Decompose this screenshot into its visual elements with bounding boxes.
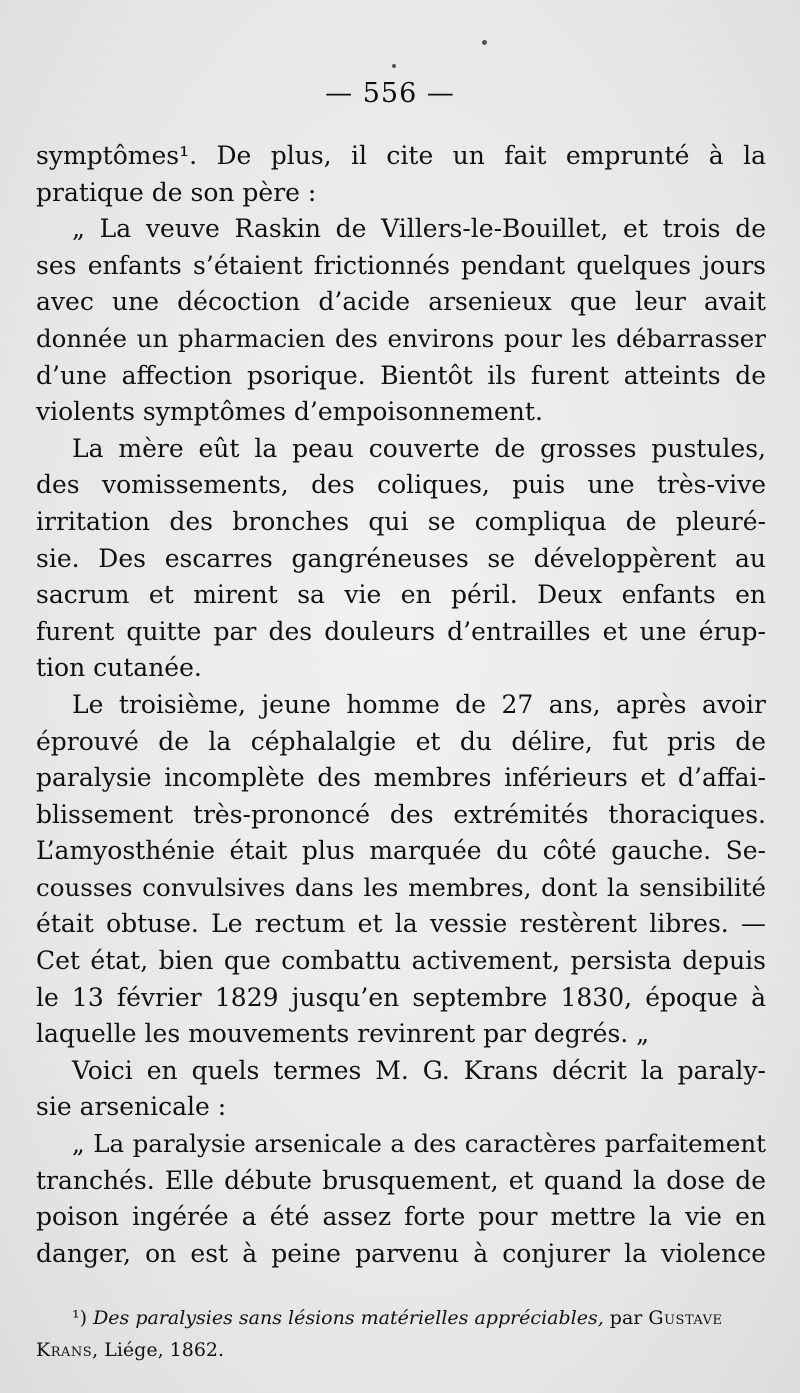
text-line: irritation des bronches qui se compliqua de pleuré-	[36, 506, 766, 536]
text-line: „ La veuve Raskin de Villers-le-Bouillet, et trois de	[72, 214, 766, 244]
text-line: éprouvé de la céphalalgie et du délire, fut pris de	[36, 726, 766, 756]
footnote-rest: , Liége, 1862.	[92, 1339, 225, 1361]
text-line: Voici en quels termes M. G. Krans décrit la paraly-	[72, 1055, 766, 1085]
text-line: violents symptômes d’empoisonnement.	[36, 397, 543, 427]
body-text	[36, 138, 766, 1272]
text-line: pratique de son père :	[36, 177, 317, 207]
text-line: Le troisième, jeune homme de 27 ans, après avoir	[72, 689, 766, 719]
text-line: des vomissements, des coliques, puis une très-vive	[36, 470, 766, 500]
footnote-author-last: Krans	[36, 1339, 93, 1361]
text-line: danger, on est à peine parvenu à conjurer la violence	[36, 1238, 766, 1268]
text-line: „ La paralysie arsenicale a des caractères parfaitement	[72, 1129, 766, 1159]
ink-speck	[392, 64, 396, 68]
footnote-author-first: Gustave	[648, 1307, 723, 1329]
text-line: laquelle les mouvements revinrent par degrés. „	[36, 1019, 650, 1049]
text-line: poison ingérée a été assez forte pour mettre la vie en	[36, 1202, 766, 1232]
footnote-by: par	[609, 1307, 643, 1329]
text-line: tranchés. Elle débute brusquement, et quand la dose de	[36, 1165, 766, 1195]
text-line: blissement très-prononcé des extrémités thoraciques.	[36, 799, 766, 829]
text-line: La mère eût la peau couverte de grosses pustules,	[72, 433, 766, 463]
footnote-title: Des paralysies sans lésions matérielles appréciables,	[93, 1307, 604, 1329]
text-line: sacrum et mirent sa vie en péril. Deux enfants en	[36, 580, 766, 610]
footnote-marker: ¹)	[72, 1307, 88, 1329]
footnote-line	[72, 1302, 772, 1334]
text-line: sie arsenicale :	[36, 1092, 227, 1122]
text-line: était obtuse. Le rectum et la vessie restèrent libres. —	[36, 909, 766, 939]
text-line: avec une décoction d’acide arsenieux que leur avait	[36, 287, 766, 317]
text-line: ses enfants s’étaient frictionnés pendant quelques jours	[36, 250, 766, 280]
ink-speck	[482, 40, 487, 45]
footnote	[36, 1302, 772, 1366]
text-line: d’une affection psorique. Bientôt ils furent atteints de	[36, 360, 766, 390]
text-line: cousses convulsives dans les membres, dont la sensibilité	[36, 872, 766, 902]
text-line: furent quitte par des douleurs d’entrailles et une érup-	[36, 616, 766, 646]
text-line: tion cutanée.	[36, 653, 202, 683]
text-line: paralysie incomplète des membres inférieurs et d’affai-	[36, 763, 766, 793]
text-line: L’amyosthénie était plus marquée du côté gauche. Se-	[36, 836, 766, 866]
text-line: donnée un pharmacien des environs pour les débarrasser	[36, 323, 766, 353]
text-line: symptômes¹. De plus, il cite un fait emprunté à la	[36, 141, 766, 170]
page-number: — 556 —	[325, 78, 455, 109]
text-line: sie. Des escarres gangréneuses se développèrent au	[36, 543, 766, 573]
text-line: Cet état, bien que combattu activement, persista depuis	[36, 946, 766, 976]
text-line: le 13 février 1829 jusqu’en septembre 1830, époque à	[36, 982, 766, 1012]
footnote-line	[36, 1334, 772, 1366]
